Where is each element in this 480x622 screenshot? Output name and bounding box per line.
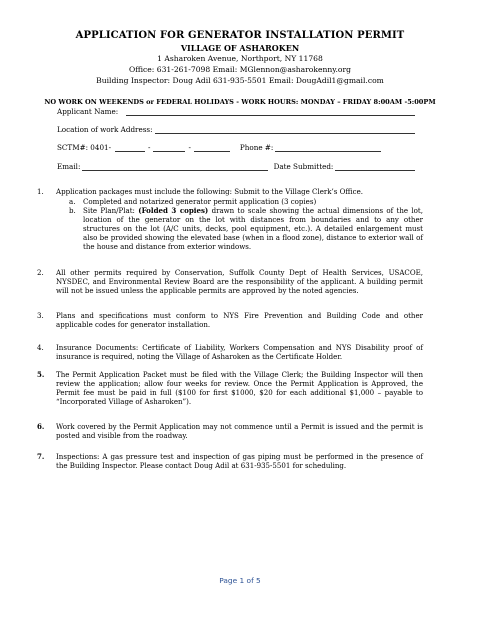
site-plan-prefix: Site Plan/Plat: xyxy=(83,206,139,215)
inspector-contact: Building Inspector: Doug Adil 631-935-5501 Email: DougAdil1@gmail.com xyxy=(96,76,384,85)
office-contact: Office: 631-261-7098 Email: MGlennon@asharokenny.org xyxy=(128,65,351,74)
item-number: 4. xyxy=(37,343,44,352)
location-field[interactable] xyxy=(155,125,415,134)
sctm-section-field[interactable] xyxy=(115,143,145,152)
sub-item-text xyxy=(83,206,423,251)
item-text: The Permit Application Packet must be filed with the Village Clerk; the Building Inspector will then review the application; allow four weeks for review. Once the Permit Application is Approved, the Permit fee must be paid in full ($100 for first $1000, $20 for each additional $1,000 – payable to “Incorporated Village of Asharoken”). xyxy=(56,370,423,407)
sctm-label: SCTM#: 0401- xyxy=(57,143,112,152)
applicant-name-row xyxy=(57,104,415,116)
item-text: Inspections: A gas pressure test and inspection of gas piping must be performed in the presence of the Building Inspector. Please contact Doug Adil at 631-935-5501 for scheduling. xyxy=(56,452,423,471)
email-label: Email: xyxy=(57,162,81,171)
item-number: 7. xyxy=(37,452,45,461)
location-label: Location of work Address: xyxy=(57,125,153,134)
applicant-name-label: Applicant Name: xyxy=(57,107,119,116)
date-submitted-field[interactable] xyxy=(335,162,415,171)
item-text: Insurance Documents: Certificate of Liability, Workers Compensation and NYS Disability proof of insurance is required, noting the Village of Asharoken as the Certificate Holder. xyxy=(56,343,423,362)
item-text: Work covered by the Permit Application may not commence until a Permit is issued and the permit is posted and visible from the roadway. xyxy=(56,422,423,441)
item-text: All other permits required by Conservation, Suffolk County Dept of Health Services, USACOE, NYSDEC, and Environmental Review Board are the responsibility of the applicant. A building permit will not be issued unless the applicable permits are approved by the noted agencies. xyxy=(56,268,423,296)
applicant-name-field[interactable] xyxy=(126,107,415,116)
item-text: Plans and specifications must conform to NYS Fire Prevention and Building Code and other applicable codes for generator installation. xyxy=(56,311,423,330)
item-number: 1. xyxy=(37,187,44,196)
item-number: 5. xyxy=(37,370,45,379)
item-number: 6. xyxy=(37,422,45,431)
sub-item-letter: a. xyxy=(69,197,76,206)
sctm-phone-row xyxy=(57,140,415,152)
item-number: 3. xyxy=(37,311,44,320)
village-name: VILLAGE OF ASHAROKEN xyxy=(180,43,300,53)
item-number: 2. xyxy=(37,268,44,277)
sub-item-text: Completed and notarized generator permit application (3 copies) xyxy=(83,197,317,206)
email-field[interactable] xyxy=(82,162,267,171)
folded-copies-emphasis: (Folded 3 copies) xyxy=(138,206,209,215)
location-row xyxy=(57,122,415,134)
village-address: 1 Asharoken Avenue, Northport, NY 11768 xyxy=(157,54,323,63)
item-text: Application packages must include the following: Submit to the Village Clerk’s Office. xyxy=(56,187,364,196)
sctm-dash: - xyxy=(188,143,191,152)
phone-field[interactable] xyxy=(275,143,381,152)
sub-item-letter: b. xyxy=(69,206,76,215)
page-number: Page 1 of 5 xyxy=(219,576,261,585)
site-plan-details: drawn to scale showing the actual dimensions of the lot, location of the generator on the lot with distances from boundaries and to any other structures on the lot (A/C units, decks, pool equipment, etc.). A detailed enlargement must also be provided showing the elevated base (when in a flood zone), distance to exterior wall of the house and distance from exterior windows. xyxy=(83,206,423,252)
sctm-lot-field[interactable] xyxy=(194,143,230,152)
phone-label: Phone #: xyxy=(239,143,274,152)
work-hours-notice: NO WORK ON WEEKENDS or FEDERAL HOLIDAYS - WORK HOURS: MONDAY – FRIDAY 8:00AM -5:00PM xyxy=(44,98,436,106)
date-submitted-label: Date Submitted: xyxy=(273,162,334,171)
sctm-block-field[interactable] xyxy=(153,143,185,152)
document-title: APPLICATION FOR GENERATOR INSTALLATION PERMIT xyxy=(75,30,405,41)
email-date-row xyxy=(57,159,415,171)
sctm-dash: - xyxy=(148,143,151,152)
